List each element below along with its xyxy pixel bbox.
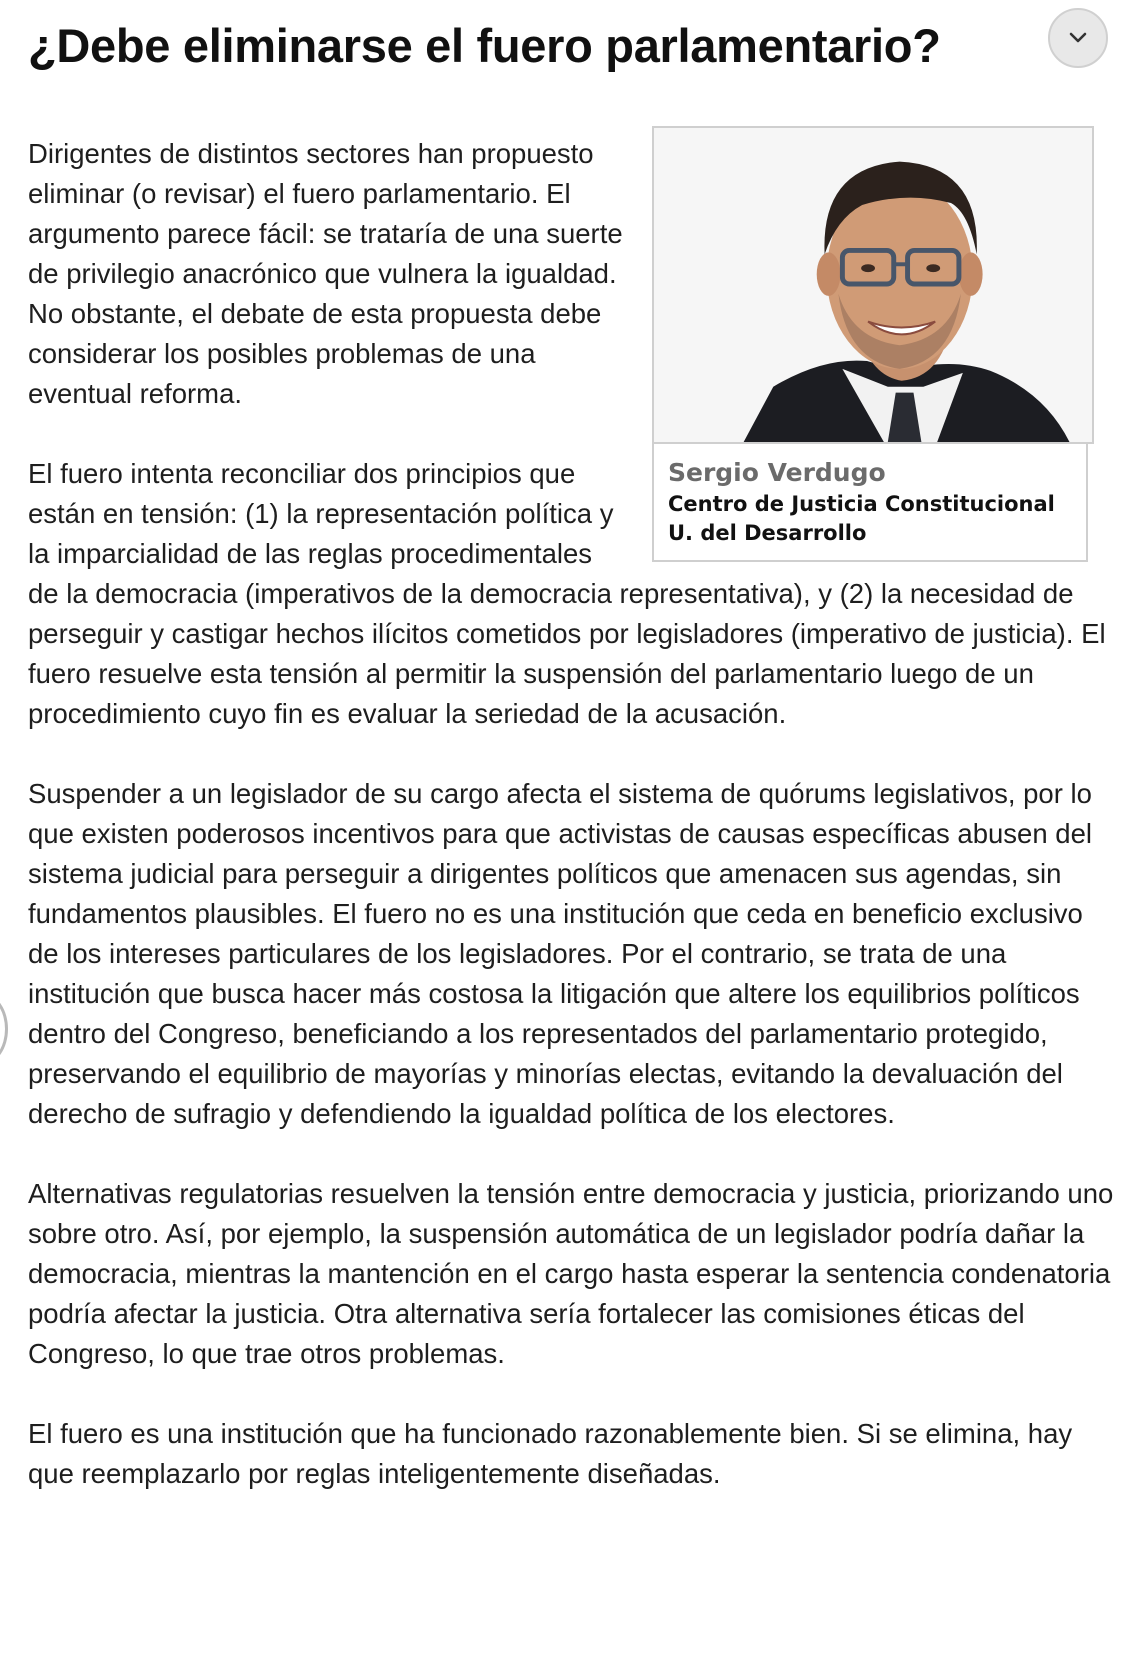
author-name: Sergio Verdugo <box>668 458 886 487</box>
author-caption <box>652 444 1088 562</box>
author-box <box>652 126 1094 562</box>
collapse-button[interactable] <box>1048 8 1108 68</box>
author-photo <box>652 126 1094 444</box>
author-portrait-image <box>654 128 1092 442</box>
page-header <box>28 6 1144 86</box>
page-title: ¿Debe eliminarse el fuero parlamentario? <box>28 19 941 72</box>
article-paragraph: Alternativas regulatorias resuelven la tensión entre democracia y justicia, priorizando uno sobre otro. Así, por ejemplo, la suspensión automática de un legislador podría dañar la democracia, mientras la mantención en el cargo hasta esperar la sentencia condenatoria podría afectar la justicia. Otra alternativa sería fortalecer las comisiones éticas del Congreso, lo que trae otros problemas. <box>28 1178 1114 1369</box>
scroll-indicator[interactable] <box>0 994 8 1064</box>
article-paragraph: El fuero es una institución que ha funcionado razonablemente bien. Si se elimina, hay que reemplazarlo por reglas inteligentemente diseñadas. <box>28 1418 1073 1489</box>
article-paragraph: Dirigentes de distintos sectores han propuesto eliminar (o revisar) el fuero parlamentario. El argumento parece fácil: se trataría de una suerte de privilegio anacrónico que vulnera la igualdad. No obstante, el debate de esta propuesta debe considerar los posibles problemas de una eventual reforma. <box>28 138 623 409</box>
article-body <box>28 134 1120 1534</box>
author-affiliation: Centro de Justicia Constitucional <box>668 492 1055 516</box>
author-university: U. del Desarrollo <box>668 521 867 545</box>
chevron-down-icon <box>1065 25 1091 51</box>
article-paragraph: El fuero intenta reconciliar dos principios que están en tensión: (1) la representación política y la imparcialidad de las reglas procedimentales de la democracia (imperativos de la democracia representativa), y (2) la necesidad de perseguir y castigar hechos ilícitos cometidos por legisladores (imperativo de justicia). El fuero resuelve esta tensión al permitir la suspensión del parlamentario luego de un procedimiento cuyo fin es evaluar la seriedad de la acusación. <box>28 458 1106 729</box>
article-paragraph: Suspender a un legislador de su cargo afecta el sistema de quórums legislativos, por lo que existen poderosos incentivos para que activistas de causas específicas abusen del sistema judicial para perseguir a dirigentes políticos que amenacen sus agendas, sin fundamentos plausibles. El fuero no es una institución que ceda en beneficio exclusivo de los intereses particulares de los legisladores. Por el contrario, se trata de una institución que busca hacer más costosa la litigación que altere los equilibrios políticos dentro del Congreso, beneficiando a los representados del parlamentario protegido, preservando el equilibrio de mayorías y minorías electas, evitando la devaluación del derecho de sufragio y defendiendo la igualdad política de los electores. <box>28 778 1092 1129</box>
